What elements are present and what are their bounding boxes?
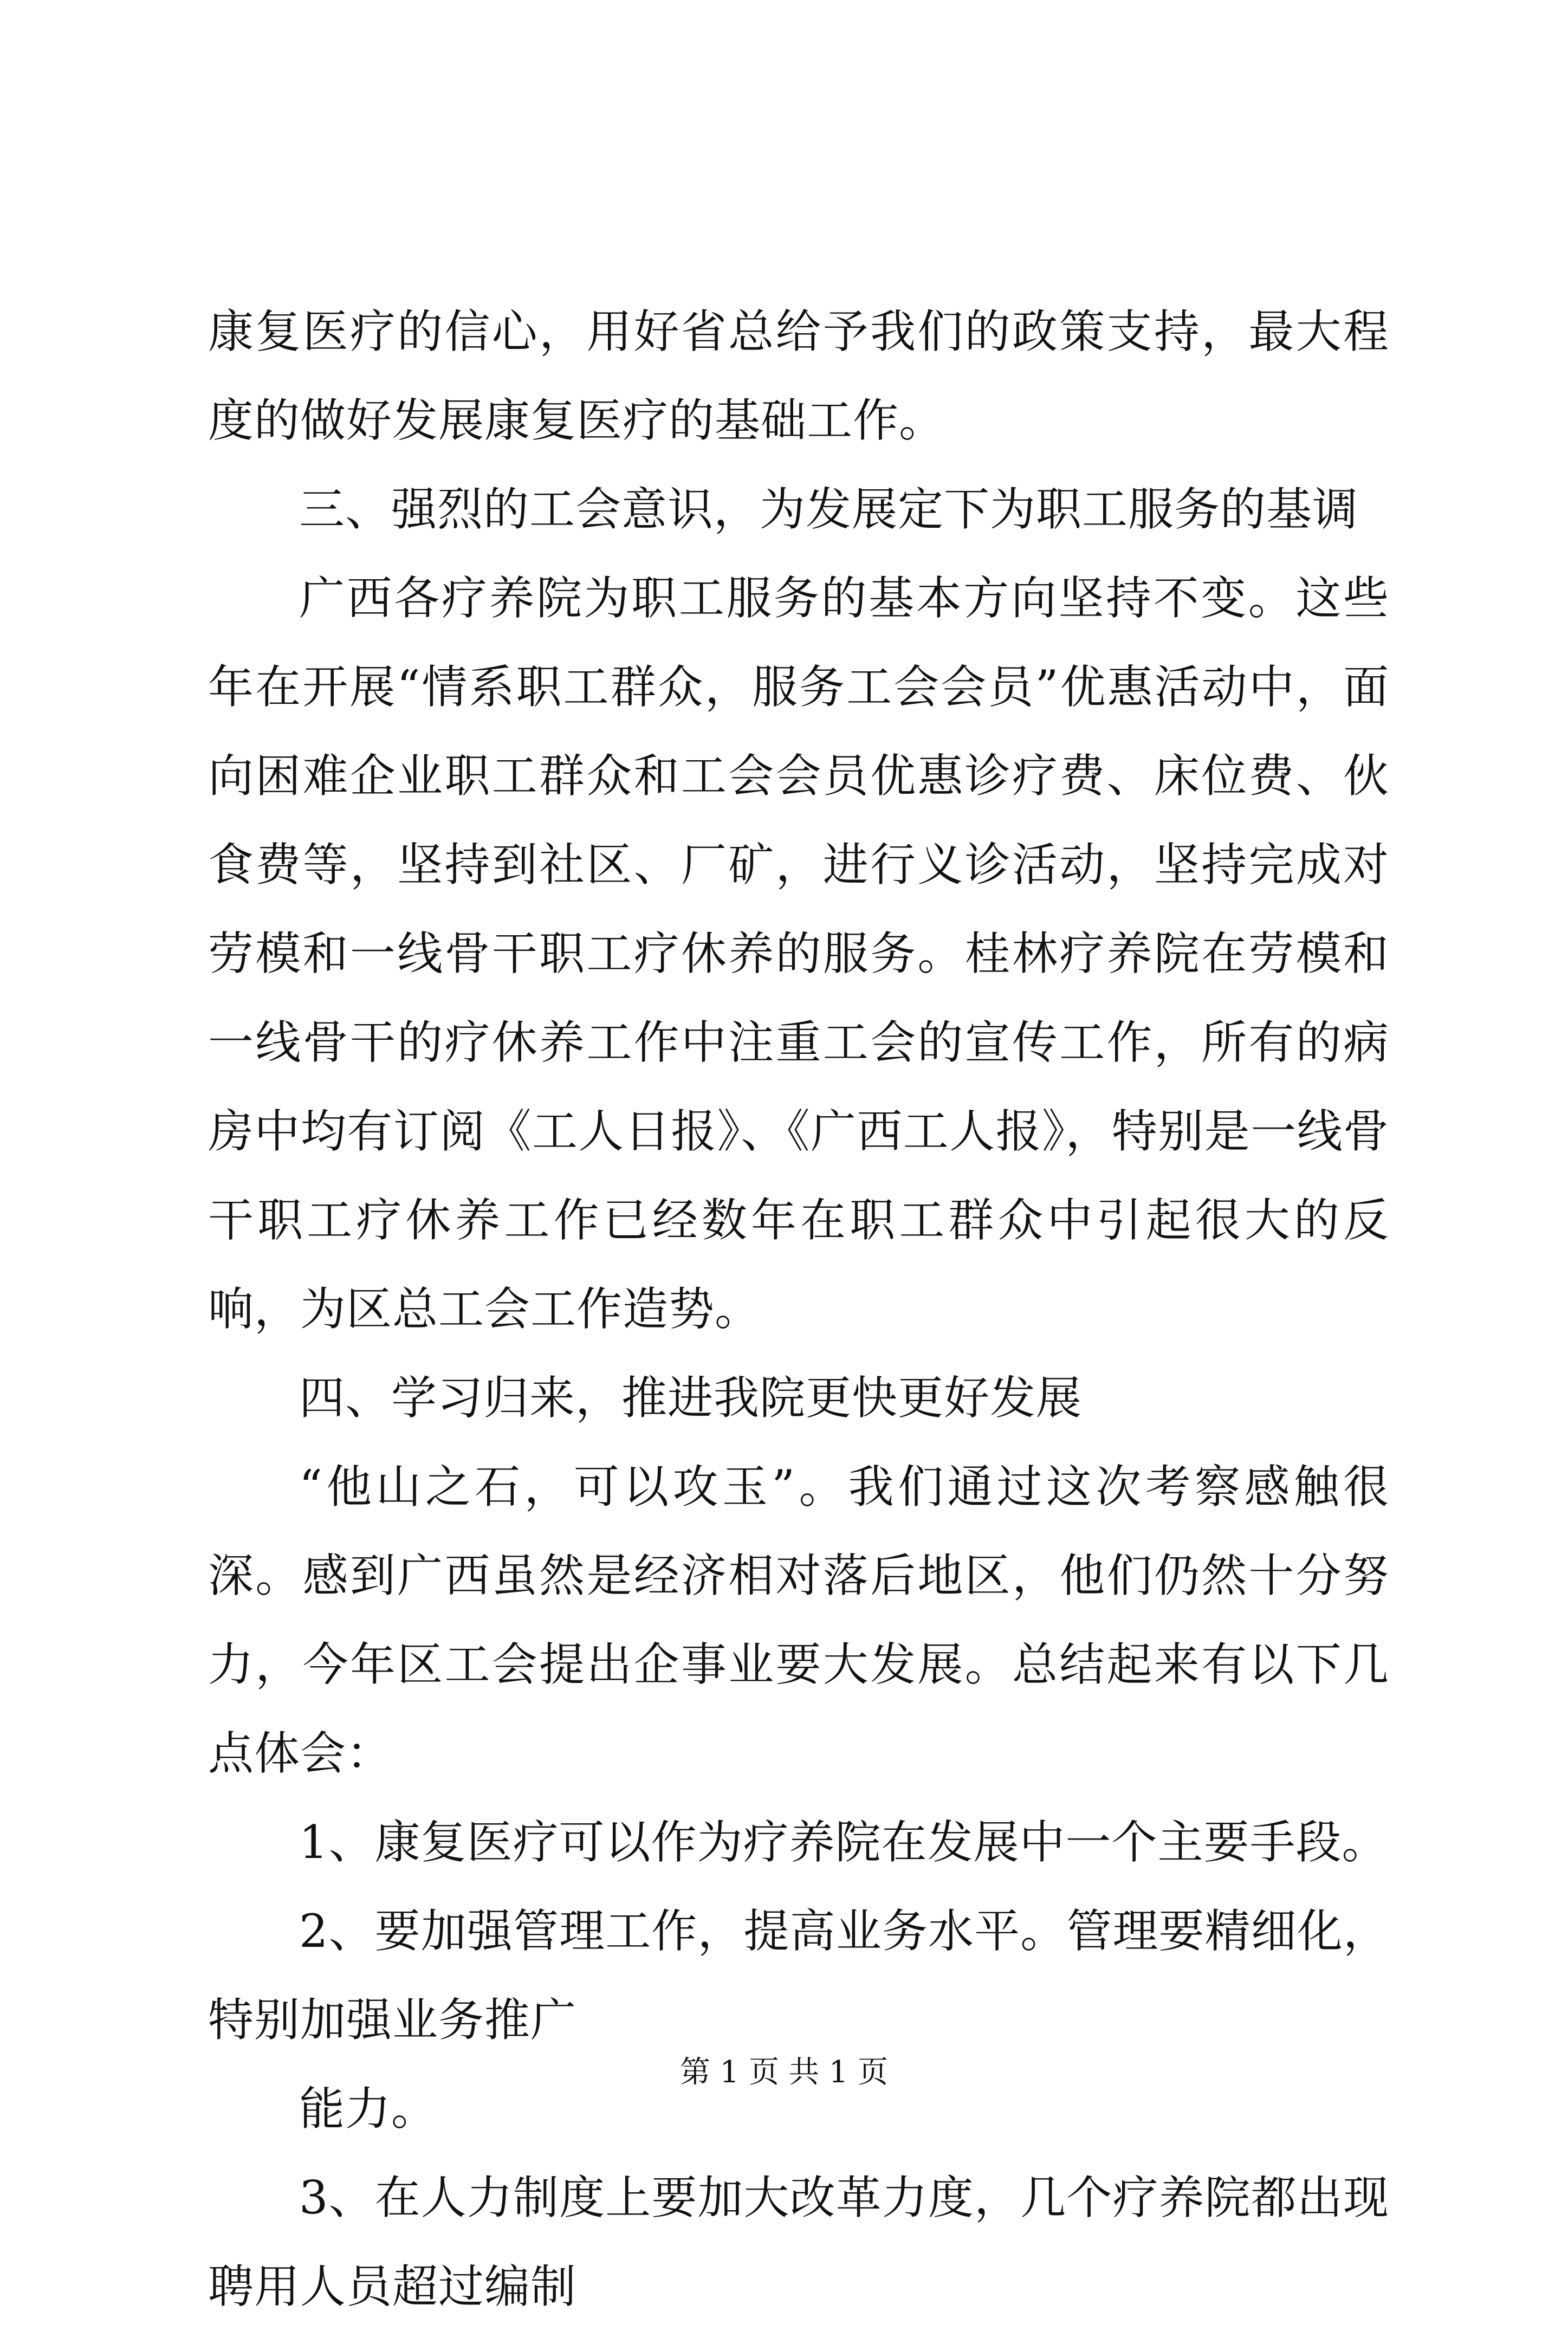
list-item: 2、要加强管理工作，提高业务水平。管理要精细化，特别加强业务推广: [208, 1905, 1389, 2047]
section-heading: 四、学习归来，推进我院更快更好发展: [299, 1371, 1083, 1424]
section-heading: 三、强烈的工会意识，为发展定下为职工服务的基调: [299, 483, 1359, 536]
paragraph: 康复医疗的信心，用好省总给予我们的政策支持，最大程度的做好发展康复医疗的基础工作。: [208, 305, 1389, 447]
paragraph: 能力。: [299, 2082, 438, 2135]
page-footer: 第 1 页 共 1 页: [679, 2055, 889, 2090]
list-item: 1、康复医疗可以作为疗养院在发展中一个主要手段。: [299, 1816, 1388, 1869]
paragraph: 广西各疗养院为职工服务的基本方向坚持不变。这些年在开展“情系职工群众，服务工会会员”优惠活动中，面向困难企业职工群众和工会会员优惠诊疗费、床位费、伙食费等，坚持到社区、厂矿，进行义诊活动，坚持完成对劳模和一线骨干职工疗休养的服务。桂林疗养院在劳模和一线骨干的疗休养工作中注重工会的宣传工作，所有的病房中均有订阅《工人日报》、《广西工人报》，特别是一线骨干职工疗休养工作已经数年在职工群众中引起很大的反响，为区总工会工作造势。: [208, 572, 1389, 1336]
list-item: 3、在人力制度上要加大改革力度，几个疗养院都出现聘用人员超过编制: [208, 2171, 1389, 2313]
paragraph: “他山之石，可以攻玉”。我们通过这次考察感触很深。感到广西虽然是经济相对落后地区，他们仍然十分努力，今年区工会提出企事业要大发展。总结起来有以下几点体会：: [208, 1460, 1389, 1780]
document-body: [208, 287, 1389, 2331]
